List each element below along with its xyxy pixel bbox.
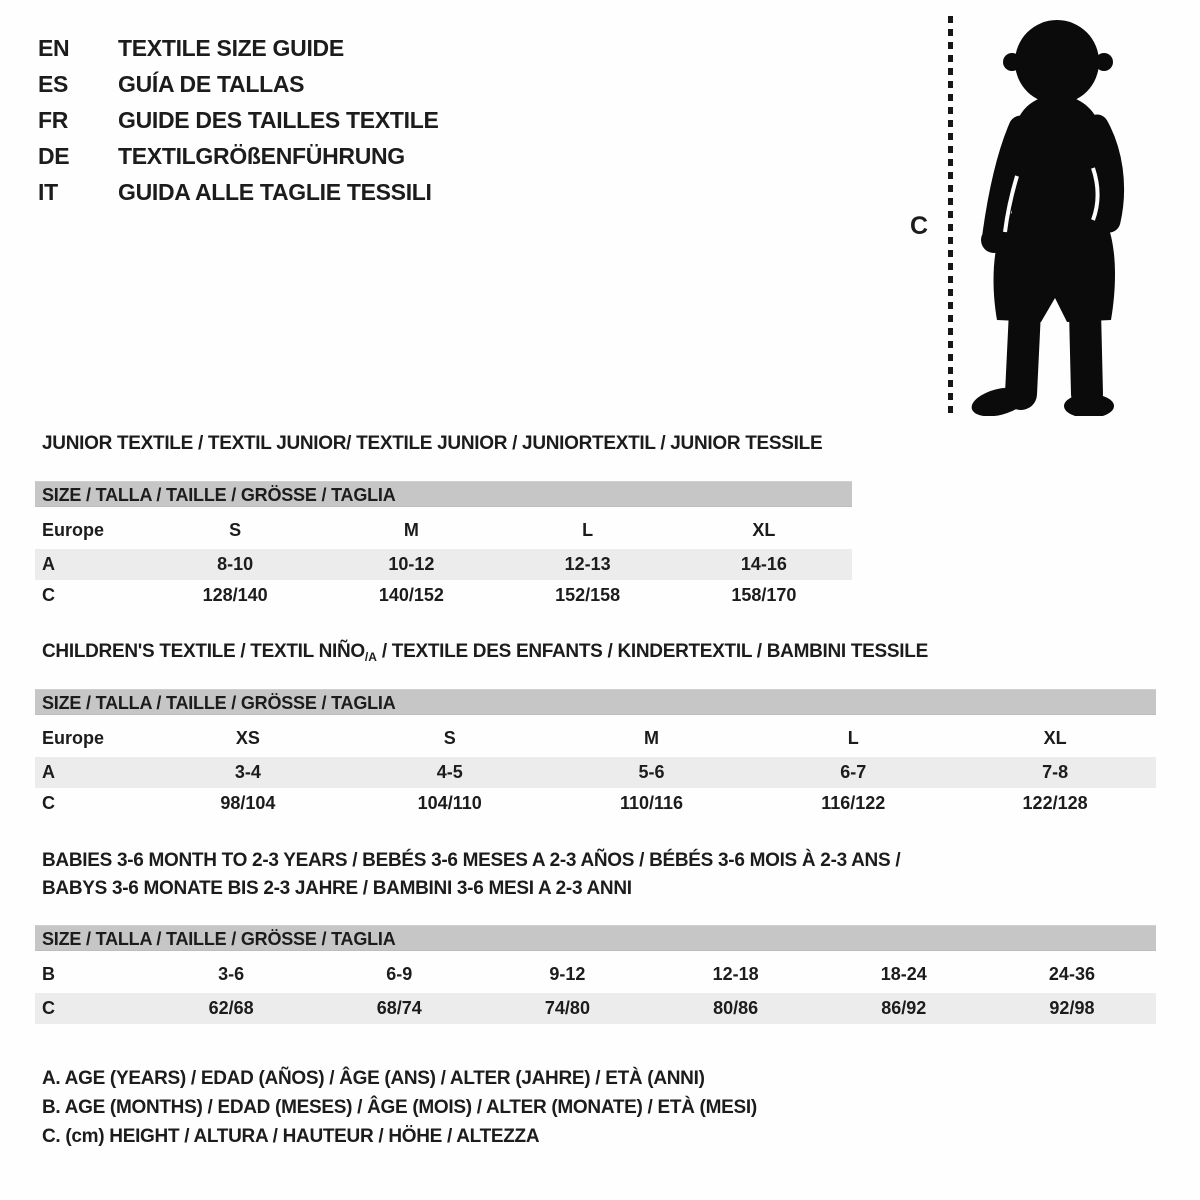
- table-cell: 24-36: [1048, 964, 1095, 984]
- legend-line-b: B. AGE (MONTHS) / EDAD (MESES) / ÂGE (MOIS) / ALTER (MONATE) / ETÀ (MESI): [42, 1097, 757, 1118]
- table-cell: 140/152: [378, 585, 444, 605]
- table-cell: 128/140: [202, 585, 268, 605]
- table-cell: 3-6: [218, 964, 245, 984]
- row-label: Europe: [42, 520, 105, 540]
- table-cell: M: [643, 728, 659, 748]
- babies-heading-line: BABYS 3-6 MONATE BIS 2-3 JAHRE / BAMBINI 3-6 MESI A 2-3 ANNI: [42, 877, 632, 899]
- guide-title: GUIDA ALLE TAGLIE TESSILI: [118, 178, 432, 205]
- table-cell: M: [403, 520, 419, 540]
- table-cell: 14-16: [740, 554, 787, 574]
- children-heading-part: / TEXTILE DES ENFANTS / KINDERTEXTIL / BAMBINI TESSILE: [376, 641, 928, 662]
- size-header-bar: SIZE / TALLA / TAILLE / GRÖSSE / TAGLIA: [35, 481, 852, 507]
- table-cell: 86/92: [881, 998, 927, 1018]
- table-row-c: [35, 580, 852, 611]
- table-cell: 6-7: [840, 762, 867, 782]
- table-cell: 3-4: [234, 762, 261, 782]
- table-cell: 62/68: [208, 998, 254, 1018]
- junior-size-table: [35, 481, 852, 611]
- table-row-c: [35, 788, 1156, 819]
- table-cell: 122/128: [1022, 793, 1088, 813]
- legend-line-c: C. (cm) HEIGHT / ALTURA / HAUTEUR / HÖHE / ALTEZZA: [42, 1126, 540, 1147]
- children-section-heading: [42, 641, 928, 664]
- language-code: DE: [38, 142, 70, 169]
- row-label: A: [42, 762, 55, 782]
- table-cell: 5-6: [638, 762, 665, 782]
- table-cell: XL: [752, 520, 776, 540]
- guide-title: TEXTILE SIZE GUIDE: [118, 34, 344, 61]
- table-cell: L: [582, 520, 594, 540]
- row-label: C: [42, 585, 55, 605]
- legend-line-a: A. AGE (YEARS) / EDAD (AÑOS) / ÂGE (ANS) / ALTER (JAHRE) / ETÀ (ANNI): [42, 1068, 705, 1089]
- language-row-en: [38, 30, 439, 66]
- table-cell: 92/98: [1049, 998, 1095, 1018]
- table-cell: 9-12: [549, 964, 586, 984]
- table-cell: 6-9: [386, 964, 413, 984]
- children-heading-subscript: /A: [364, 650, 377, 664]
- babies-size-table: [35, 925, 1156, 1024]
- table-cell: XS: [235, 728, 260, 748]
- toddler-silhouette: [965, 16, 1137, 416]
- language-code: EN: [38, 34, 70, 61]
- table-cell: 110/116: [619, 793, 684, 813]
- table-cell: S: [443, 728, 456, 748]
- babies-heading-line: BABIES 3-6 MONTH TO 2-3 YEARS / BEBÉS 3-6 MESES A 2-3 AÑOS / BÉBÉS 3-6 MOIS À 2-3 ANS /: [42, 850, 901, 871]
- table-row-europe: [35, 512, 852, 549]
- table-row-a: [35, 757, 1156, 788]
- size-header-bar: SIZE / TALLA / TAILLE / GRÖSSE / TAGLIA: [35, 689, 1156, 715]
- table-cell: 74/80: [544, 998, 590, 1018]
- language-code: FR: [38, 106, 69, 133]
- legend: [42, 1064, 757, 1151]
- table-row-c: [35, 993, 1156, 1024]
- table-cell: 12-18: [712, 964, 759, 984]
- table-row-a: [35, 549, 852, 580]
- table-cell: 68/74: [376, 998, 422, 1018]
- row-label: Europe: [42, 728, 105, 748]
- language-row-de: [38, 138, 439, 174]
- table-cell: 8-10: [217, 554, 254, 574]
- table-cell: 116/122: [821, 793, 886, 813]
- table-cell: 104/110: [417, 793, 482, 813]
- guide-title: TEXTILGRÖßENFÜHRUNG: [118, 142, 405, 169]
- language-row-es: [38, 66, 439, 102]
- children-size-table: [35, 689, 1156, 819]
- children-heading-part: CHILDREN'S TEXTILE / TEXTIL NIÑO: [42, 641, 365, 662]
- language-code: IT: [38, 178, 58, 205]
- language-row-it: [38, 174, 439, 210]
- table-cell: 98/104: [220, 793, 276, 813]
- language-code: ES: [38, 70, 69, 97]
- language-title-list: [38, 30, 439, 210]
- table-row-europe: [35, 720, 1156, 757]
- table-cell: 12-13: [564, 554, 611, 574]
- row-label: C: [42, 998, 55, 1018]
- table-cell: XL: [1043, 728, 1067, 748]
- row-label: C: [42, 793, 55, 813]
- table-row-b: [35, 956, 1156, 993]
- size-header-bar: SIZE / TALLA / TAILLE / GRÖSSE / TAGLIA: [35, 925, 1156, 951]
- row-label: A: [42, 554, 55, 574]
- babies-section-heading: [42, 847, 900, 902]
- row-label: B: [42, 964, 55, 984]
- height-measure-label: C: [910, 212, 929, 240]
- table-cell: 158/170: [731, 585, 797, 605]
- table-cell: 4-5: [436, 762, 463, 782]
- language-row-fr: [38, 102, 439, 138]
- guide-title: GUIDE DES TAILLES TEXTILE: [118, 106, 439, 133]
- junior-section-heading: JUNIOR TEXTILE / TEXTIL JUNIOR/ TEXTILE JUNIOR / JUNIORTEXTIL / JUNIOR TESSILE: [42, 433, 823, 454]
- table-cell: S: [229, 520, 242, 540]
- table-cell: 10-12: [388, 554, 435, 574]
- table-cell: 152/158: [555, 585, 621, 605]
- table-cell: 18-24: [880, 964, 927, 984]
- table-cell: 7-8: [1042, 762, 1069, 782]
- table-cell: 80/86: [713, 998, 759, 1018]
- guide-title: GUÍA DE TALLAS: [118, 70, 305, 97]
- height-measure-dashed-line: [948, 16, 953, 416]
- table-cell: L: [847, 728, 859, 748]
